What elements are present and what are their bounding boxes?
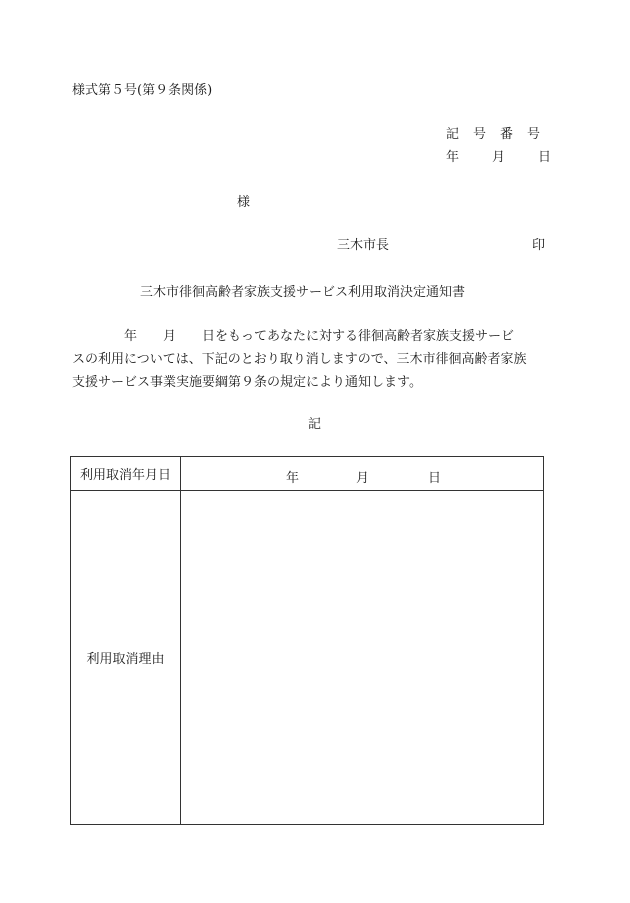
seal-mark: 印 <box>532 238 546 253</box>
notice-body <box>72 325 544 394</box>
cancellation-table <box>70 456 544 825</box>
ki-heading: 記 <box>308 417 322 432</box>
month-label: 月 <box>492 150 506 165</box>
registry-char: 番 <box>500 127 514 142</box>
cancellation-reason-label: 利用取消理由 <box>71 491 181 825</box>
body-line: スの利用については、下記のとおり取り消しますので、三木市徘徊高齢者家族 <box>72 352 527 367</box>
issue-date <box>446 151 551 164</box>
registry-char: 号 <box>473 127 487 142</box>
table-row <box>71 491 544 825</box>
registry-char: 記 <box>446 127 460 142</box>
cancellation-reason-field[interactable] <box>181 491 544 825</box>
registry-number-label <box>446 128 540 141</box>
body-line: 年 月 日をもってあなたに対する徘徊高齢者家族支援サービ <box>72 329 515 344</box>
day-label: 日 <box>538 150 552 165</box>
year-label: 年 <box>286 471 300 486</box>
cancellation-date-field[interactable] <box>181 457 544 491</box>
table-row <box>71 457 544 491</box>
body-line: 支援サービス事業実施要綱第９条の規定により通知します。 <box>72 375 422 390</box>
document-title: 三木市徘徊高齢者家族支援サービス利用取消決定通知書 <box>140 285 466 300</box>
cancellation-date-label: 利用取消年月日 <box>71 457 181 491</box>
registry-char: 号 <box>527 127 541 142</box>
issuer-name: 三木市長 <box>337 238 390 253</box>
addressee-honorific: 様 <box>237 195 251 210</box>
day-label: 日 <box>428 471 442 486</box>
year-label: 年 <box>446 150 460 165</box>
form-number: 様式第５号(第９条関係) <box>72 83 213 98</box>
month-label: 月 <box>356 471 370 486</box>
